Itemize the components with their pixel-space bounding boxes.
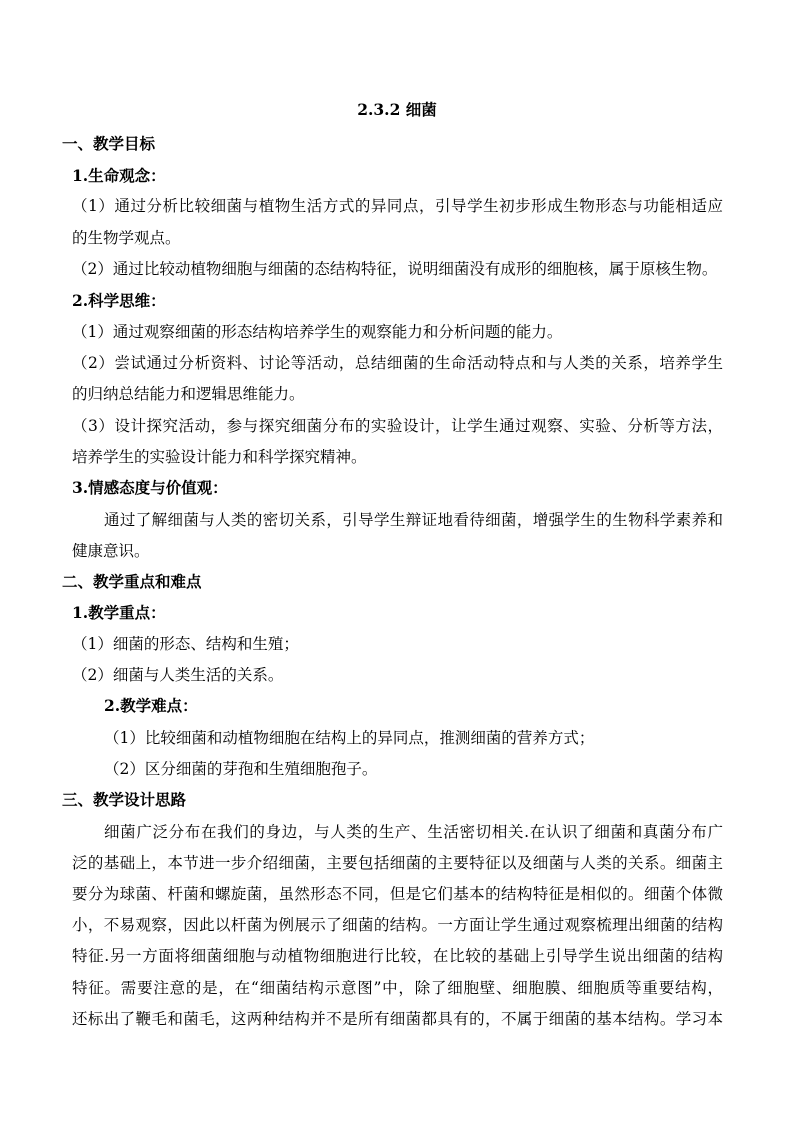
paragraph-line: （2）区分细菌的芽孢和生殖细胞孢子。: [104, 760, 378, 778]
paragraph-line: （2）通过比较动植物细胞与细菌的态结构特征，说明细菌没有成形的细胞核，属于原核生物。: [72, 260, 718, 278]
paragraph-line: 要分为球菌、杆菌和螺旋菌，虽然形态不同，但是它们基本的结构特征是相似的。细菌个体微: [72, 885, 723, 903]
paragraph-line: （2）尝试通过分析资料、讨论等活动，总结细菌的生命活动特点和与人类的关系，培养学生: [72, 354, 723, 372]
subheading-life-concept: 1.生命观念：: [72, 166, 166, 185]
section-heading-objectives: 一、教学目标: [62, 134, 156, 153]
paragraph-line: 特征。需要注意的是，在“细菌结构示意图”中，除了细胞壁、细胞膜、细胞质等重要结构，: [72, 979, 723, 997]
paragraph-line: 通过了解细菌与人类的密切关系，引导学生辩证地看待细菌，增强学生的生物科学素养和: [104, 511, 723, 529]
document-title: 2.3.2 细菌: [357, 100, 437, 119]
paragraph-line: 健康意识。: [72, 542, 150, 560]
paragraph-line: （1）通过观察细菌的形态结构培养学生的观察能力和分析问题的能力。: [72, 323, 563, 341]
paragraph-line: 培养学生的实验设计能力和科学探究精神。: [72, 448, 367, 466]
paragraph-line: （1）细菌的形态、结构和生殖；: [72, 635, 299, 653]
section-heading-key-points: 二、教学重点和难点: [62, 572, 202, 591]
paragraph-line: （1）通过分析比较细菌与植物生活方式的异同点，引导学生初步形成生物形态与功能相适应: [72, 197, 723, 215]
paragraph-line: 的归纳总结能力和逻辑思维能力。: [72, 385, 305, 403]
paragraph-line: （2）细菌与人类生活的关系。: [72, 666, 284, 684]
subheading-attitude-values: 3.情感态度与价值观：: [72, 478, 228, 497]
paragraph-line: 小，不易观察，因此以杆菌为例展示了细菌的结构。一方面让学生通过观察梳理出细菌的结构: [72, 916, 723, 934]
paragraph-line: （3）设计探究活动，参与探究细菌分布的实验设计，让学生通过观察、实验、分析等方法，: [72, 417, 723, 435]
paragraph-line: 的生物学观点。: [72, 229, 181, 247]
paragraph-line: 还标出了鞭毛和菌毛，这两种结构并不是所有细菌都具有的，不属于细菌的基本结构。学习本: [72, 1010, 723, 1028]
paragraph-line: （1）比较细菌和动植物细胞在结构上的异同点，推测细菌的营养方式；: [104, 729, 595, 747]
section-heading-design-ideas: 三、教学设计思路: [62, 790, 187, 809]
subheading-scientific-thinking: 2.科学思维：: [72, 291, 166, 310]
paragraph-line: 特征.另一方面将细菌细胞与动植物细胞进行比较，在比较的基础上引导学生说出细菌的结构: [72, 947, 723, 965]
paragraph-line: 细菌广泛分布在我们的身边，与人类的生产、生活密切相关.在认识了细菌和真菌分布广: [104, 823, 723, 841]
subheading-key-focus: 1.教学重点：: [72, 603, 166, 622]
paragraph-line: 泛的基础上，本节进一步介绍细菌，主要包括细菌的主要特征以及细菌与人类的关系。细菌主: [72, 854, 723, 872]
subheading-difficulties: 2.教学难点：: [104, 696, 198, 715]
